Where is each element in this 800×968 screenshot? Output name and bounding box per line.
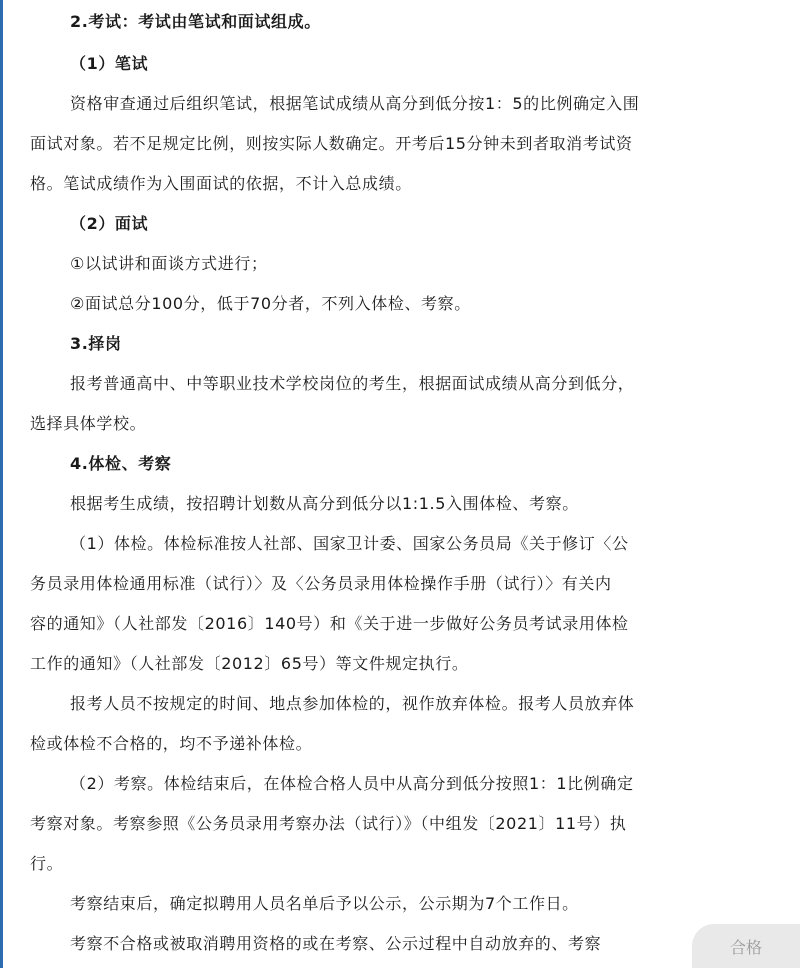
paragraph-line: 工作的通知》（人社部发〔2012〕65号）等文件规定执行。 [30, 654, 469, 673]
paragraph-line: （1）体检。体检标准按人社部、国家卫计委、国家公务员局《关于修订〈公 [70, 534, 629, 553]
section-heading-medical-check: 4.体检、考察 [70, 454, 172, 473]
paragraph-line: （2）考察。体检结束后，在体检合格人员中从高分到低分按照1：1比例确定 [70, 774, 634, 793]
subheading-interview: （2）面试 [70, 214, 149, 233]
paragraph-line: 检或体检不合格的，均不予递补体检。 [30, 734, 313, 753]
paragraph-line: 格。笔试成绩作为入围面试的依据，不计入总成绩。 [30, 174, 412, 193]
paragraph-line: 考察对象。考察参照《公务员录用考察办法（试行）》（中组发〔2021〕11号）执 [30, 814, 627, 833]
paragraph-line: 务员录用体检通用标准（试行）〉及〈公务员录用体检操作手册（试行）〉有关内 [30, 574, 612, 593]
paragraph-line: 资格审查通过后组织笔试，根据笔试成绩从高分到低分按1：5的比例确定入围 [70, 94, 640, 113]
paragraph-line: 容的通知》（人社部发〔2016〕140号）和《关于进一步做好公务员考试录用体检 [30, 614, 629, 633]
paragraph-line: 面试对象。若不足规定比例，则按实际人数确定。开考后15分钟未到者取消考试资 [30, 134, 633, 153]
section-heading-post-selection: 3.择岗 [70, 334, 122, 353]
paragraph-line: ①以试讲和面谈方式进行； [70, 254, 268, 273]
paragraph-line: 报考普通高中、中等职业技术学校岗位的考生，根据面试成绩从高分到低分， [70, 374, 635, 393]
page-left-border [0, 0, 3, 968]
watermark-badge [692, 924, 800, 968]
watermark-text: 合格 [729, 937, 762, 957]
paragraph-line: 报考人员不按规定的时间、地点参加体检的，视作放弃体检。报考人员放弃体 [70, 694, 635, 713]
paragraph-line: 考察结束后，确定拟聘用人员名单后予以公示，公示期为7个工作日。 [70, 894, 579, 913]
paragraph-line: ②面试总分100分，低于70分者，不列入体检、考察。 [70, 294, 471, 313]
section-heading-exam: 2.考试：考试由笔试和面试组成。 [70, 12, 321, 31]
paragraph-line: 选择具体学校。 [30, 414, 147, 433]
subheading-written-exam: （1）笔试 [70, 54, 149, 73]
paragraph-line: 考察不合格或被取消聘用资格的或在考察、公示过程中自动放弃的、考察 [70, 934, 602, 953]
paragraph-line: 根据考生成绩，按招聘计划数从高分到低分以1:1.5入围体检、考察。 [70, 494, 579, 513]
paragraph-line: 行。 [30, 854, 64, 873]
